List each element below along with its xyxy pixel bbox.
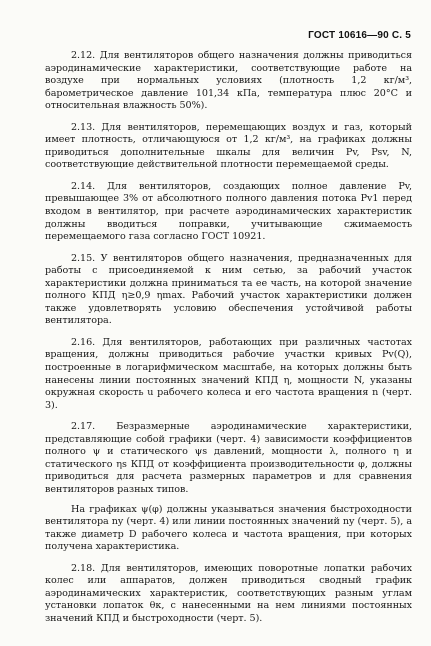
- paragraph-2-15: 2.15. У вентиляторов общего назначения, предназначенных для работы с присоединяемой к ним сетью, за рабочий участок характеристики должна приниматься та ее часть, на которой значение полного КПД η≥0,9 ηmax. Рабочий участок характеристики должен также удовлетворять условию обеспечения устойчивой работы вентилятора.: [45, 252, 412, 327]
- page-header: ГОСТ 10616—90 С. 5: [308, 30, 411, 41]
- paragraph-2-16: 2.16. Для вентиляторов, работающих при различных частотах вращения, должны приводиться рабочие участки кривых Pv(Q), построенные в логарифмическом масштабе, на которых должны быть нанесены линии постоянных значений КПД η, мощности N, указаны окружная скорость u рабочего колеса и его частота вращения n (черт. 3).: [45, 336, 412, 411]
- paragraph-2-14: 2.14. Для вентиляторов, создающих полное давление Pv, превышающее 3% от абсолютного полного давления потока Pv1 перед входом в вентилятор, при расчете аэродинамических характеристик должны вводиться поправки, учитывающие сжимаемость перемещаемого газа согласно ГОСТ 10921.: [45, 180, 412, 243]
- paragraph-2-17-continued: На графиках ψ(φ) должны указываться значения быстроходности вентилятора ny (черт. 4) или линии постоянных значений ny (черт. 5), а также диаметр D рабочего колеса и частота вращения, при которых получена характеристика.: [45, 503, 412, 553]
- paragraph-2-13: 2.13. Для вентиляторов, перемещающих воздух и газ, который имеет плотность, отличающуюся от 1,2 кг/м³, на графиках должны приводиться дополнительные шкалы для величин Pv, Psv, N, соответствующие действительной плотности перемещаемой среды.: [45, 121, 412, 171]
- paragraph-2-18: 2.18. Для вентиляторов, имеющих поворотные лопатки рабочих колес или аппаратов, должен приводиться сводный график аэродинамических характеристик, соответствующих разным углам установки лопаток θк, с нанесенными на нем линиями постоянных значений КПД и быстроходности (черт. 5).: [45, 562, 412, 624]
- paragraph-2-12: 2.12. Для вентиляторов общего назначения должны приводиться аэродинамические характеристики, соответствующие работе на воздухе при нормальных условиях (плотность 1,2 кг/м³, барометрическое давление 101,34 кПа, температура плюс 20°С и относительная влажность 50%).: [45, 50, 412, 112]
- paragraph-2-17: 2.17. Безразмерные аэродинамические характеристики, представляющие собой графики (черт. 4) зависимости коэффициентов полного ψ и статического ψs давлений, мощности λ, полного η и статического ηs КПД от коэффициента производительности φ, должны приводиться для расчета размерных параметров и для сравнения вентиляторов разных типов.: [45, 421, 412, 495]
- document-body: [45, 50, 412, 634]
